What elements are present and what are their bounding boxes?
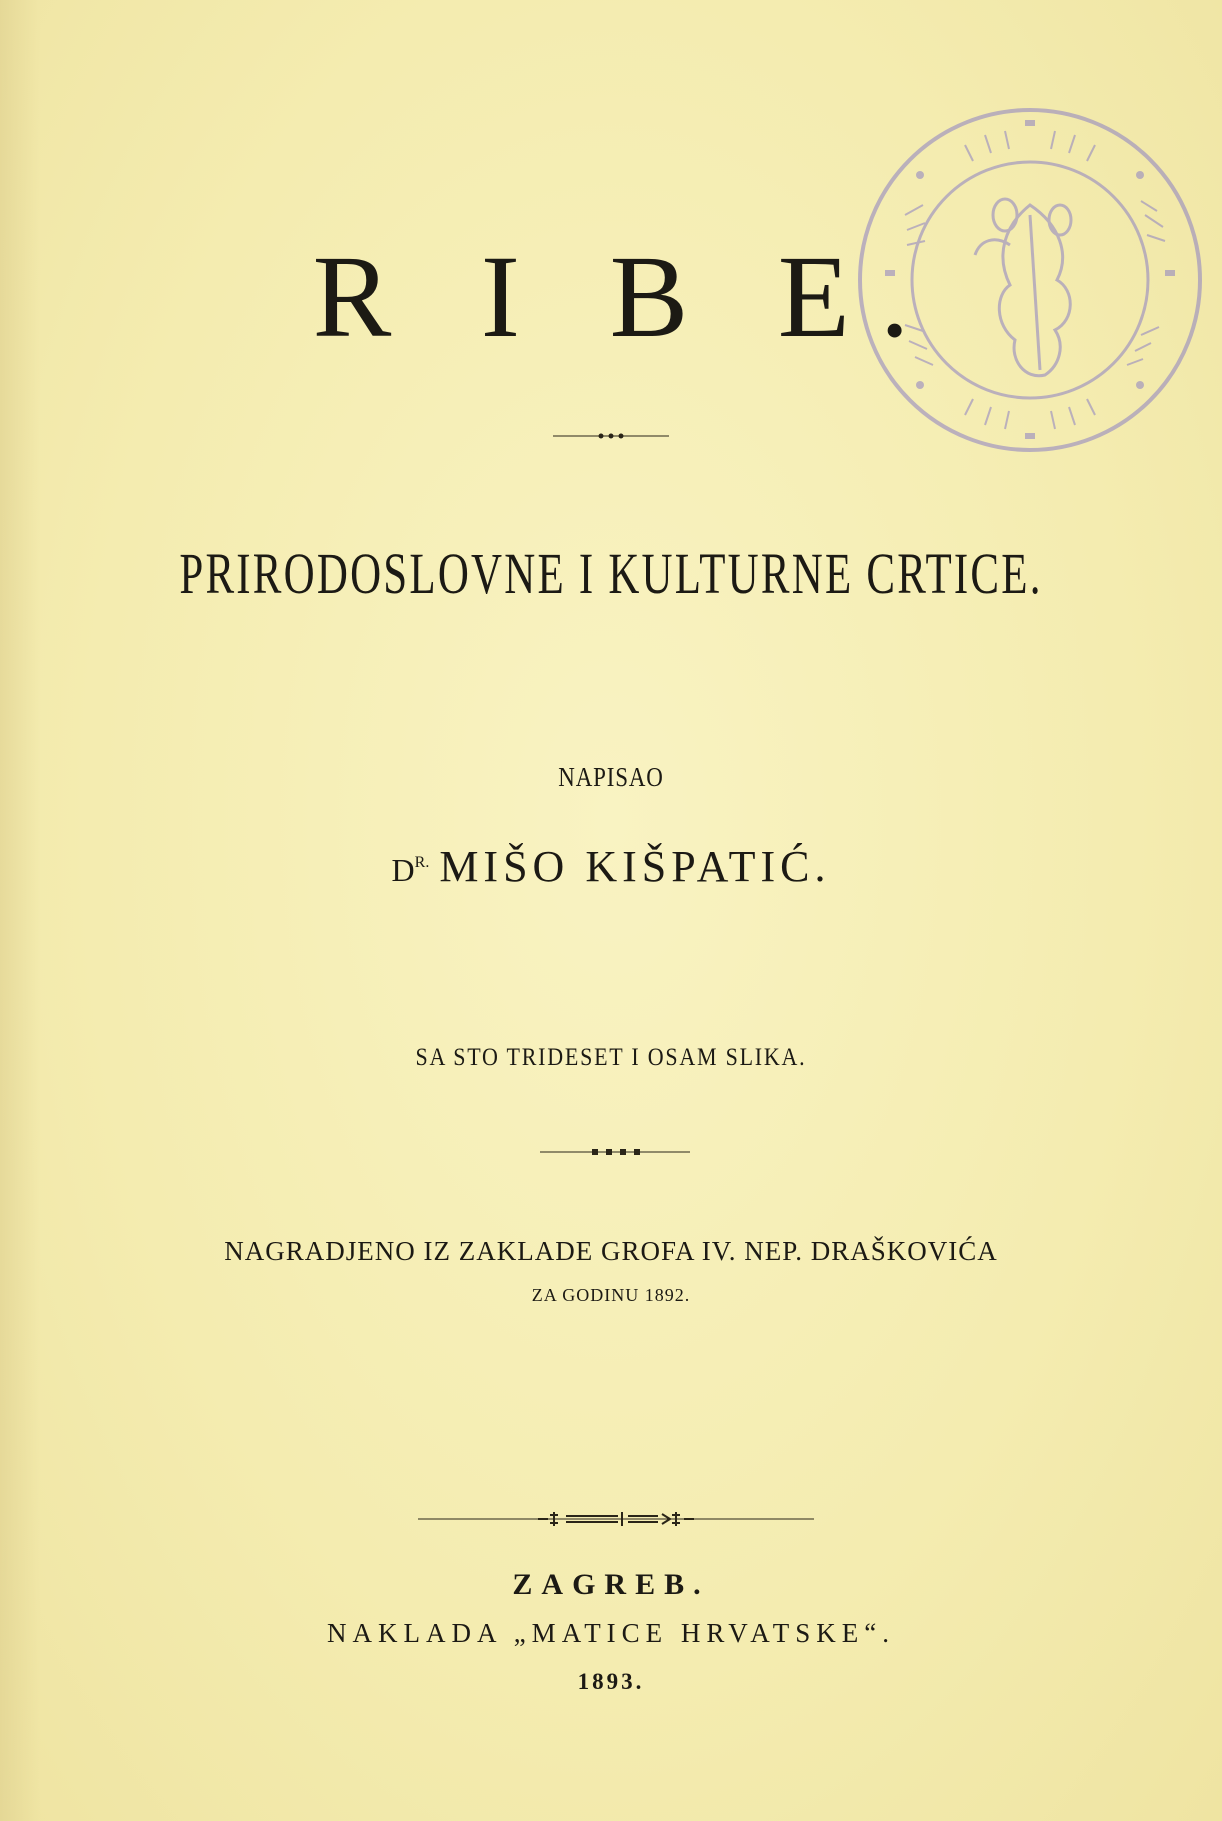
author-fullname: MIŠO KIŠPATIĆ.	[439, 842, 831, 891]
award-year: ZA GODINU 1892.	[531, 1285, 691, 1305]
book-subtitle: PRIRODOSLOVNE I KULTURNE CRTICE.	[179, 541, 1043, 606]
publisher: NAKLADA „MATICE HRVATSKE“.	[326, 1618, 896, 1648]
figures-note: SA STO TRIDESET I OSAM SLIKA.	[415, 1044, 807, 1071]
publication-year: 1893.	[577, 1669, 645, 1694]
award-line: NAGRADJENO IZ ZAKLADE GROFA IV. NEP. DRAŠKOVIĆA	[224, 1236, 998, 1266]
byline: NAPISAO	[558, 762, 664, 792]
book-title: R I B E.	[312, 231, 940, 362]
author-name	[0, 842, 1222, 891]
ornament-divider-2	[540, 1146, 690, 1158]
author-prefix: D	[391, 852, 415, 888]
ornament-divider-3	[418, 1508, 814, 1530]
ornament-divider-1	[553, 430, 669, 442]
city: ZAGREB.	[512, 1568, 710, 1601]
author-prefix-sup: R.	[414, 854, 430, 871]
